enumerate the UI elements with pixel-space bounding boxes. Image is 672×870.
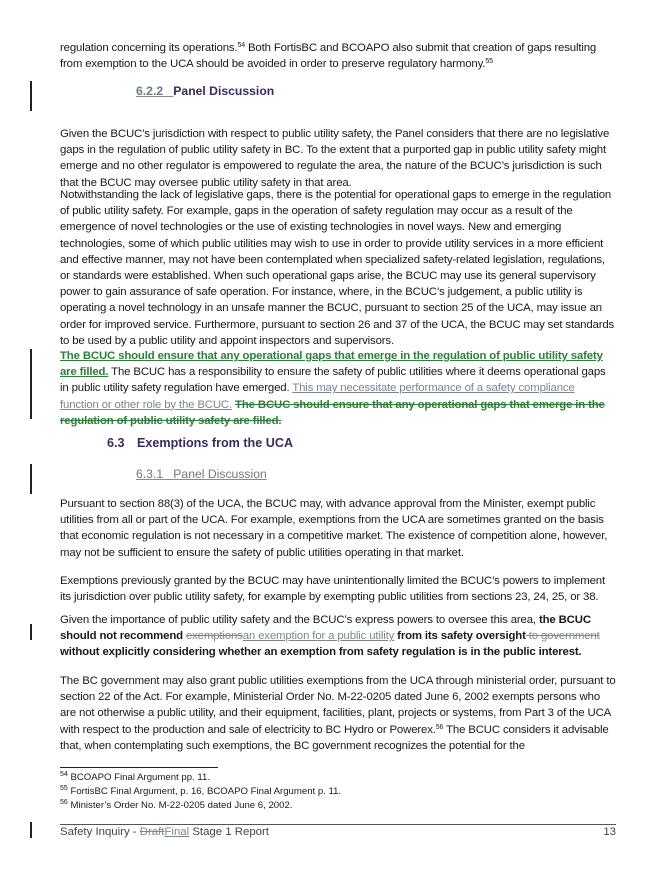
bold-text: without explicitly considering whether an exemption from safety regulation is in the public interest. — [60, 646, 582, 659]
change-bar — [30, 81, 32, 111]
footnote-separator — [60, 767, 218, 768]
footnote-number: 54 — [60, 771, 68, 778]
section-heading-6-2-2 — [136, 84, 274, 98]
footnote-text: BCOAPO Final Argument pp. 11. — [67, 772, 210, 783]
section-title: Panel Discussion — [173, 84, 275, 98]
change-bar — [30, 822, 32, 838]
page-footer — [60, 826, 616, 838]
change-bar — [30, 464, 32, 494]
footnote-ref[interactable]: 54 — [237, 42, 245, 49]
page-number: 13 — [603, 826, 616, 838]
footer-text: Stage 1 Report — [189, 826, 269, 838]
tracked-deletion: to government — [525, 630, 600, 643]
intro-paragraph — [60, 40, 616, 72]
change-bar — [30, 624, 32, 640]
section-number: 6.2.2 — [136, 84, 164, 98]
paragraph-exemptions: Pursuant to section 88(3) of the UCA, the BCUC may, with advance approval from the Minister, exempt public utilities from all or part of the UCA. For example, exemptions from the UCA are sometimes granted on the basis that economic regulation is not necessary in a competitive market. The existence of competition alone, however, may not be sufficient to ensure the safety of public utilities operating in that market. — [60, 498, 608, 559]
tracked-insertion: This may necessitate performance of a safety compliance function or other role by the BCUC. — [60, 382, 575, 411]
paragraph-previous-exemptions: Exemptions previously granted by the BCUC may have unintentionally limited the BCUC’s powers to implement its jurisdiction over public utility safety, for example by exempting public utilities from sections 23, 24, 25, or 38. — [60, 575, 605, 604]
paragraph-text: The BCUC has a responsibility to ensure the safety of public utilities where it deems operational gaps in public utility safety regulation have emerged. — [60, 366, 606, 395]
tracked-insertion: The BCUC should ensure that any operational gaps that emerge in the regulation of public utility safety are filled. — [60, 350, 603, 379]
section-title: Exemptions from the UCA — [137, 436, 294, 450]
paragraph-text: Given the importance of public utility safety and the BCUC’s express powers to oversee this area, — [60, 614, 539, 626]
tracked-insertion: Final — [164, 826, 190, 838]
section-number: 6.3 — [107, 436, 125, 450]
tracked-deletion: The BCUC should ensure that any operational gaps that emerge in the regulation of public utility safety are filled. — [60, 398, 605, 427]
paragraph-recommendation — [60, 348, 616, 429]
section-heading-6-3 — [107, 436, 293, 450]
footnote-text: FortisBC Final Argument, p. 16, BCOAPO Final Argument p. 11. — [67, 786, 342, 797]
footnote — [60, 771, 210, 785]
paragraph-ministerial-order — [60, 673, 616, 754]
footnote-ref[interactable]: 56 — [435, 723, 444, 731]
section-heading-6-3-1 — [136, 467, 267, 481]
footer-text: Safety Inquiry - — [60, 826, 140, 838]
tracked-deletion: exemptions — [185, 630, 243, 643]
footnote-number: 56 — [60, 799, 68, 806]
footnote — [60, 785, 341, 799]
paragraph-text: The BCUC considers it advisable that, when contemplating such exemptions, the BC government recognizes the potential for the — [60, 723, 609, 752]
tracked-insertion: an exemption for a public utility — [242, 630, 395, 643]
paragraph-text: The BC government may also grant public utilities exemptions from the UCA through ministerial order, pursuant to section 22 of the Act. For example, Ministerial Order No. M-22-0205 dated June 6, 2002 exempts persons who are not otherwise a public utility, and their equipment, facilities, plant, projects or systems, from Part 3 of the UCA with respect to the production and sale of electricity to BC Hydro or Powerex. — [60, 675, 616, 736]
paragraph-legislative-gaps: Given the BCUC’s jurisdiction with respect to public utility safety, the Panel considers that there are no legislative gaps in the regulation of public utility safety in BC. To the extent that a purported gap in public utility safety might emerge and no other regulator is empowered to regulate the area, the nature of the BCUC’s jurisdiction is such that the BCUC may oversee public utility safety in that area. — [60, 128, 610, 189]
tracked-deletion: Draft — [139, 826, 165, 838]
change-bar — [30, 349, 32, 419]
bold-text: the BCUC should not recommend — [60, 614, 591, 643]
paragraph-operational-gaps: Notwithstanding the lack of legislative gaps, there is the potential for operational gaps to emerge in the regulation of public utility safety. For example, gaps in the operation of safety regulation may occur as a result of the emergence of novel technologies or the use of existing technologies in novel ways. New and emerging technologies, some of which public utilities may wish to use in order to provide utility services in a more efficient and effective manner, may not have been contemplated when specialized safety-related legislation, regulations, or standards were established. When such operational gaps arise, the BCUC may use its general supervisory power to gain assurance of safe operation. For instance, where, in the BCUC’s judgement, a public utility is operating a novel technology in an unsafe manner the BCUC, pursuant to section 25 of the UCA, may issue an order for improved service. Furthermore, pursuant to section 26 and 37 of the UCA, the BCUC may set standards to be used by a public utility and appoint inspectors and supervisors. — [60, 189, 615, 347]
footnote-ref[interactable]: 55 — [485, 58, 493, 66]
section-number: 6.3.1 — [136, 467, 164, 481]
section-title: Panel Discussion — [173, 467, 267, 481]
footnote — [60, 799, 292, 813]
paragraph-safety-oversight — [60, 612, 616, 661]
footer-separator — [60, 824, 616, 825]
footnote-text: Minister’s Order No. M-22-0205 dated June 6, 2002. — [67, 800, 293, 811]
bold-text: from its safety oversight — [394, 630, 526, 643]
footnote-number: 55 — [60, 785, 68, 792]
intro-text: Both FortisBC and BCOAPO also submit that creation of gaps resulting from exemption to the UCA should be avoided in order to preserve regulatory harmony. — [60, 42, 597, 71]
intro-text: regulation concerning its operations. — [60, 42, 238, 54]
